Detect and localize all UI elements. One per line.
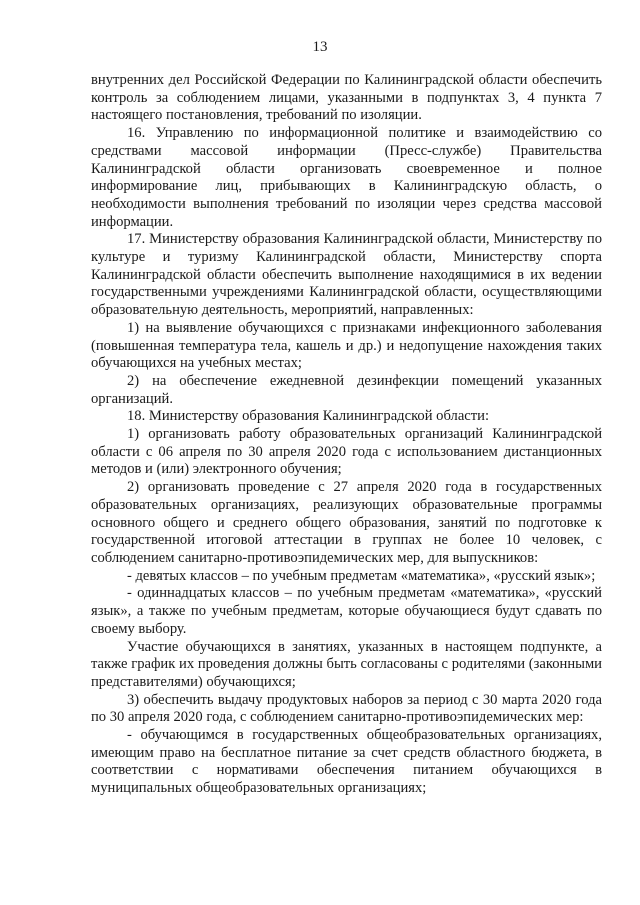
- paragraph-item-18-1: 1) организовать работу образовательных организаций Калининградской области с 06 апреля по 30 апреля 2020 года с использованием дистанционных методов и (или) электронного обучения;: [91, 426, 602, 478]
- paragraph-item-17-2: 2) на обеспечение ежедневной дезинфекции помещений указанных организаций.: [91, 372, 602, 407]
- page-number: 13: [312, 39, 328, 55]
- paragraph-item-17: 17. Министерству образования Калининградской области, Министерству по культуре и туризму Калининградской области, Министерству спорта Калининградской области обеспечить выполнение находящимися в их ведении государственными учреждениями Калининградской области, осуществляющими образовательную деятельность, мероприятий, направленных:: [91, 231, 602, 319]
- paragraph-item-18-2: 2) организовать проведение с 27 апреля 2020 года в государственных образовательных организациях, реализующих образовательные программы основного общего и среднего общего образования, занятий по подготовке к государственной итоговой аттестации в группах не более 10 человек, с соблюдением санитарно-противоэпидемических мер, для выпускников:: [91, 479, 602, 566]
- paragraph-bullet-grade-9: - девятых классов – по учебным предметам «математика», «русский язык»;: [127, 567, 596, 584]
- paragraph-item-16: 16. Управлению по информационной политике и взаимодействию со средствами массовой информации (Пресс-службе) Правительства Калининградской области организовать своевременное и полное информирование лиц, прибывающих в Калининградскую область, о необходимости выполнения требований по изоляции через средства массовой информации.: [91, 125, 602, 230]
- paragraph-item-18: 18. Министерству образования Калининградской области:: [127, 408, 490, 425]
- paragraph-item-18-3: 3) обеспечить выдачу продуктовых наборов за период с 30 марта 2020 года по 30 апреля 2020 года, с соблюдением санитарно-противоэпидемических мер:: [91, 691, 602, 726]
- document-body: [91, 72, 602, 798]
- paragraph-bullet-free-meals: - обучающимся в государственных общеобразовательных организациях, имеющим право на бесплатное питание за счет средств областного бюджета, в соответствии с нормативами обеспечения питанием обучающихся в муниципальных общеобразовательных организациях;: [91, 727, 602, 797]
- paragraph-bullet-grade-11: - одиннадцатых классов – по учебным предметам «математика», «русский язык», а также по учебным предметам, которые обучающиеся будут сдавать по своему выбору.: [91, 585, 602, 637]
- paragraph-item-17-1: 1) на выявление обучающихся с признаками инфекционного заболевания (повышенная температура тела, кашель и др.) и недопущение нахождения таких обучающихся на учебных местах;: [91, 319, 602, 372]
- paragraph-participation-note: Участие обучающихся в занятиях, указанных в настоящем подпункте, а также график их проведения должны быть согласованы с родителями (законными представителями) обучающихся;: [91, 638, 602, 690]
- paragraph-continuation: внутренних дел Российской Федерации по Калининградской области обеспечить контроль за соблюдением лицами, указанными в подпунктах 3, 4 пункта 7 настоящего постановления, требований по изоляции.: [91, 72, 602, 124]
